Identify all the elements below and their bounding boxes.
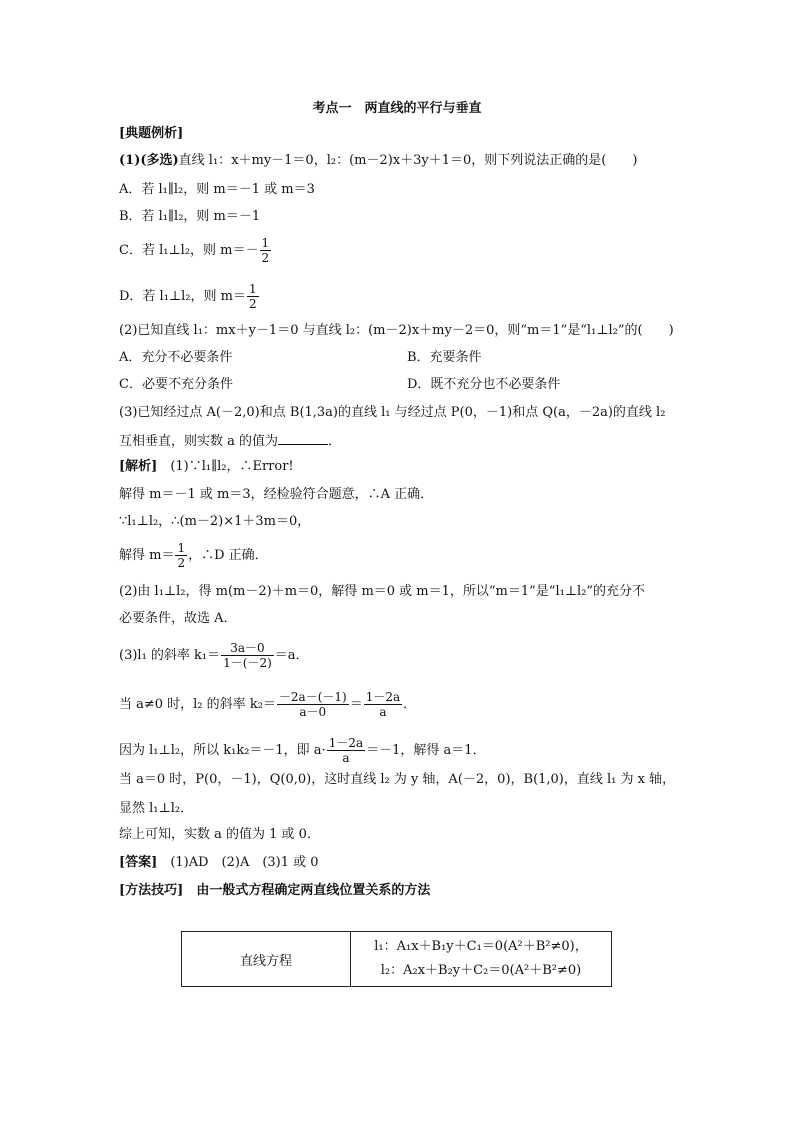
question-3-line-2	[119, 432, 341, 450]
method-text: 由一般式方程确定两直线位置关系的方法	[183, 883, 431, 898]
table-value-cell	[351, 932, 612, 987]
analysis-line-8	[119, 690, 416, 719]
fraction-denominator: a	[379, 705, 387, 719]
analysis-text-7: (3)l₁ 的斜率 k₁＝	[119, 648, 221, 663]
analysis-text-1: (1)∵l₁∥l₂，∴Error!	[157, 459, 294, 474]
analysis-line-2: 解得 m＝－1 或 m＝3，经检验符合题意，∴A 正确．	[119, 487, 434, 502]
fraction-numerator: 3a－0	[221, 641, 274, 656]
table-header-cell: 直线方程	[182, 932, 351, 987]
analysis-line-11: 显然 l₁⊥l₂．	[119, 801, 194, 816]
analysis-label: [解析]	[119, 459, 158, 474]
question-2-option-d: D．既不充分也不必要条件	[407, 377, 561, 392]
question-1-option-c	[119, 236, 272, 265]
analysis-line-6: 必要条件，故选 A．	[119, 611, 237, 626]
equation-l1: l₁：A₁x＋B₁y＋C₁＝0(A²＋B²≠0)，	[374, 939, 588, 954]
question-1-option-d	[119, 282, 260, 311]
analysis-line-5: (2)由 l₁⊥l₂，得 m(m－2)＋m＝0，解得 m＝0 或 m＝1，所以“m＝1”是“l₁⊥l₂”的充分不	[119, 584, 646, 599]
analysis-text-9-end: ＝－1，解得 a＝1．	[366, 743, 486, 758]
example-heading: [典题例析]	[119, 126, 184, 141]
analysis-line-4	[119, 541, 268, 570]
slope-k1-fraction	[221, 641, 274, 670]
product-fraction	[327, 736, 365, 765]
question-2-option-a: A．充分不必要条件	[119, 350, 233, 365]
fraction-denominator: a	[342, 751, 350, 765]
table-row	[182, 932, 612, 987]
analysis-text-8-end: ．	[403, 697, 417, 712]
section-title: 考点一 两直线的平行与垂直	[312, 101, 482, 116]
option-d-text: D．若 l₁⊥l₂，则 m＝	[119, 289, 246, 304]
answer-line	[119, 855, 319, 871]
fraction-one-half	[175, 541, 187, 570]
analysis-text-9: 因为 l₁⊥l₂，所以 k₁k₂＝－1，即 a·	[119, 743, 326, 758]
fraction-one-half	[247, 282, 259, 311]
answer-text: (1)AD (2)A (3)1 或 0	[157, 855, 319, 870]
analysis-text-4-end: ，∴D 正确．	[188, 548, 268, 563]
analysis-text-7-end: ＝a．	[274, 648, 309, 663]
question-1-option-a: A．若 l₁∥l₂，则 m＝－1 或 m＝3	[119, 182, 315, 197]
answer-label: [答案]	[119, 855, 158, 870]
fraction-numerator: 1－2a	[365, 690, 401, 704]
question-2-option-b: B．充要条件	[407, 350, 482, 365]
equation-l2: l₂：A₂x＋B₂y＋C₂＝0(A²＋B²≠0)	[380, 963, 582, 978]
answer-blank	[278, 432, 328, 445]
analysis-line-1	[119, 459, 294, 475]
method-label: [方法技巧]	[119, 883, 184, 898]
fraction-denominator: 2	[248, 297, 257, 311]
question-2-option-c: C．必要不充分条件	[119, 377, 233, 392]
fraction-numerator: 1	[261, 236, 270, 250]
analysis-line-7	[119, 641, 309, 670]
fraction-numerator: 1	[177, 541, 186, 555]
question-1-option-b: B．若 l₁∥l₂，则 m＝－1	[119, 209, 261, 224]
analysis-line-12: 综上可知，实数 a 的值为 1 或 0．	[119, 827, 320, 842]
method-line	[119, 883, 430, 899]
fraction-numerator: 1－2a	[328, 736, 364, 750]
question-3-end: ．	[328, 434, 342, 449]
fraction-denominator: a－0	[299, 705, 327, 719]
question-1-stem	[119, 153, 637, 169]
question-2-stem: (2)已知直线 l₁：mx＋y－1＝0 与直线 l₂：(m－2)x＋my－2＝0，则“m＝1”是“l₁⊥l₂”的( )	[119, 323, 674, 338]
fraction-denominator: 2	[177, 556, 186, 570]
analysis-text-4: 解得 m＝	[119, 548, 175, 563]
fraction-numerator: －2a－(－1)	[278, 690, 347, 704]
analysis-line-9	[119, 736, 486, 765]
question-3-line-1: (3)已知经过点 A(－2,0)和点 B(1,3a)的直线 l₁ 与经过点 P(0，－1)和点 Q(a，－2a)的直线 l₂	[119, 405, 666, 420]
fraction-numerator: 1	[248, 282, 257, 296]
fraction-one-half	[260, 236, 272, 265]
analysis-text-8: 当 a≠0 时，l₂ 的斜率 k₂＝	[119, 697, 276, 712]
fraction-denominator: 2	[261, 251, 270, 265]
question-1-prefix: (1)(多选)	[119, 153, 179, 168]
slope-k2-simplified-fraction	[364, 690, 402, 719]
question-3-text: 互相垂直，则实数 a 的值为	[119, 434, 279, 449]
slope-k2-fraction	[277, 690, 349, 719]
method-table	[181, 931, 612, 987]
option-c-text: C．若 l₁⊥l₂，则 m＝－	[119, 243, 259, 258]
equals-sign: ＝	[349, 697, 363, 712]
fraction-denominator: 1－(－2)	[223, 656, 272, 670]
question-1-text: 直线 l₁：x＋my－1＝0，l₂：(m－2)x＋3y＋1＝0，则下列说法正确的是( )	[178, 153, 638, 168]
analysis-line-10: 当 a＝0 时，P(0，－1)，Q(0,0)，这时直线 l₂ 为 y 轴，A(－2，0)，B(1,0)，直线 l₁ 为 x 轴，	[119, 772, 676, 787]
analysis-line-3: ∵l₁⊥l₂，∴(m－2)×1＋3m＝0，	[119, 514, 311, 529]
